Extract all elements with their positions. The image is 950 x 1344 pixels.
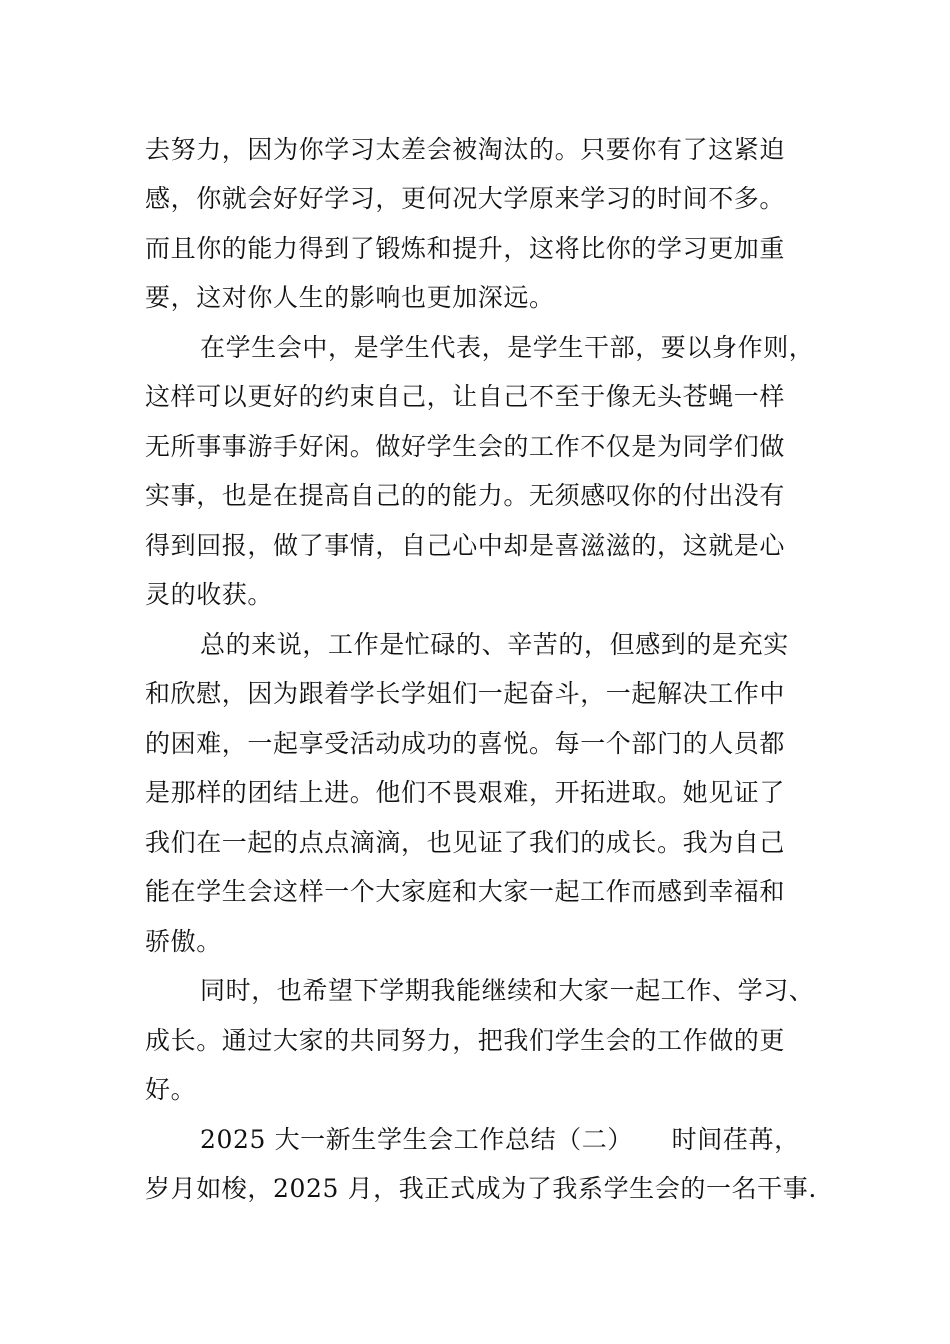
text-line: 骄傲。 bbox=[145, 927, 222, 956]
text-line: 得到回报，做了事情，自己心中却是喜滋滋的，这就是心 bbox=[145, 531, 786, 560]
text-line: 的困难，一起享受活动成功的喜悦。每一个部门的人员都 bbox=[145, 729, 786, 758]
text-line: 能在学生会这样一个大家庭和大家一起工作而感到幸福和 bbox=[145, 877, 786, 906]
text-line: 和欣慰，因为跟着学长学姐们一起奋斗，一起解决工作中 bbox=[145, 679, 786, 708]
paragraph-first-line: 在学生会中，是学生代表，是学生干部，要以身作则， bbox=[200, 333, 815, 362]
text-line: 我们在一起的点点滴滴，也见证了我们的成长。我为自己 bbox=[145, 828, 786, 857]
text-line: 岁月如梭，2025 月，我正式成为了我系学生会的一名干事. bbox=[145, 1174, 817, 1203]
text-line: 要，这对你人生的影响也更加深远。 bbox=[145, 283, 555, 312]
text-line: 而且你的能力得到了锻炼和提升，这将比你的学习更加重 bbox=[145, 234, 786, 263]
text-line: 实事，也是在提高自己的的能力。无须感叹你的付出没有 bbox=[145, 481, 786, 510]
text-line: 好。 bbox=[145, 1075, 197, 1104]
text-line: 是那样的团结上进。他们不畏艰难，开拓进取。她见证了 bbox=[145, 778, 786, 807]
text-line: 无所事事游手好闲。做好学生会的工作不仅是为同学们做 bbox=[145, 432, 786, 461]
paragraph-first-line: 同时，也希望下学期我能继续和大家一起工作、学习、 bbox=[200, 976, 815, 1005]
text-line: 成长。通过大家的共同努力，把我们学生会的工作做的更 bbox=[145, 1026, 786, 1055]
text-line: 灵的收获。 bbox=[145, 580, 274, 609]
paragraph-first-line: 总的来说，工作是忙碌的、辛苦的，但感到的是充实 bbox=[200, 630, 789, 659]
section-heading-line: 2025 大一新生学生会工作总结（二） 时间荏苒， bbox=[200, 1125, 800, 1154]
text-line: 这样可以更好的约束自己，让自己不至于像无头苍蝇一样 bbox=[145, 382, 786, 411]
text-line: 去努力，因为你学习太差会被淘汰的。只要你有了这紧迫 bbox=[145, 135, 786, 164]
text-line: 感，你就会好好学习，更何况大学原来学习的时间不多。 bbox=[145, 184, 786, 213]
